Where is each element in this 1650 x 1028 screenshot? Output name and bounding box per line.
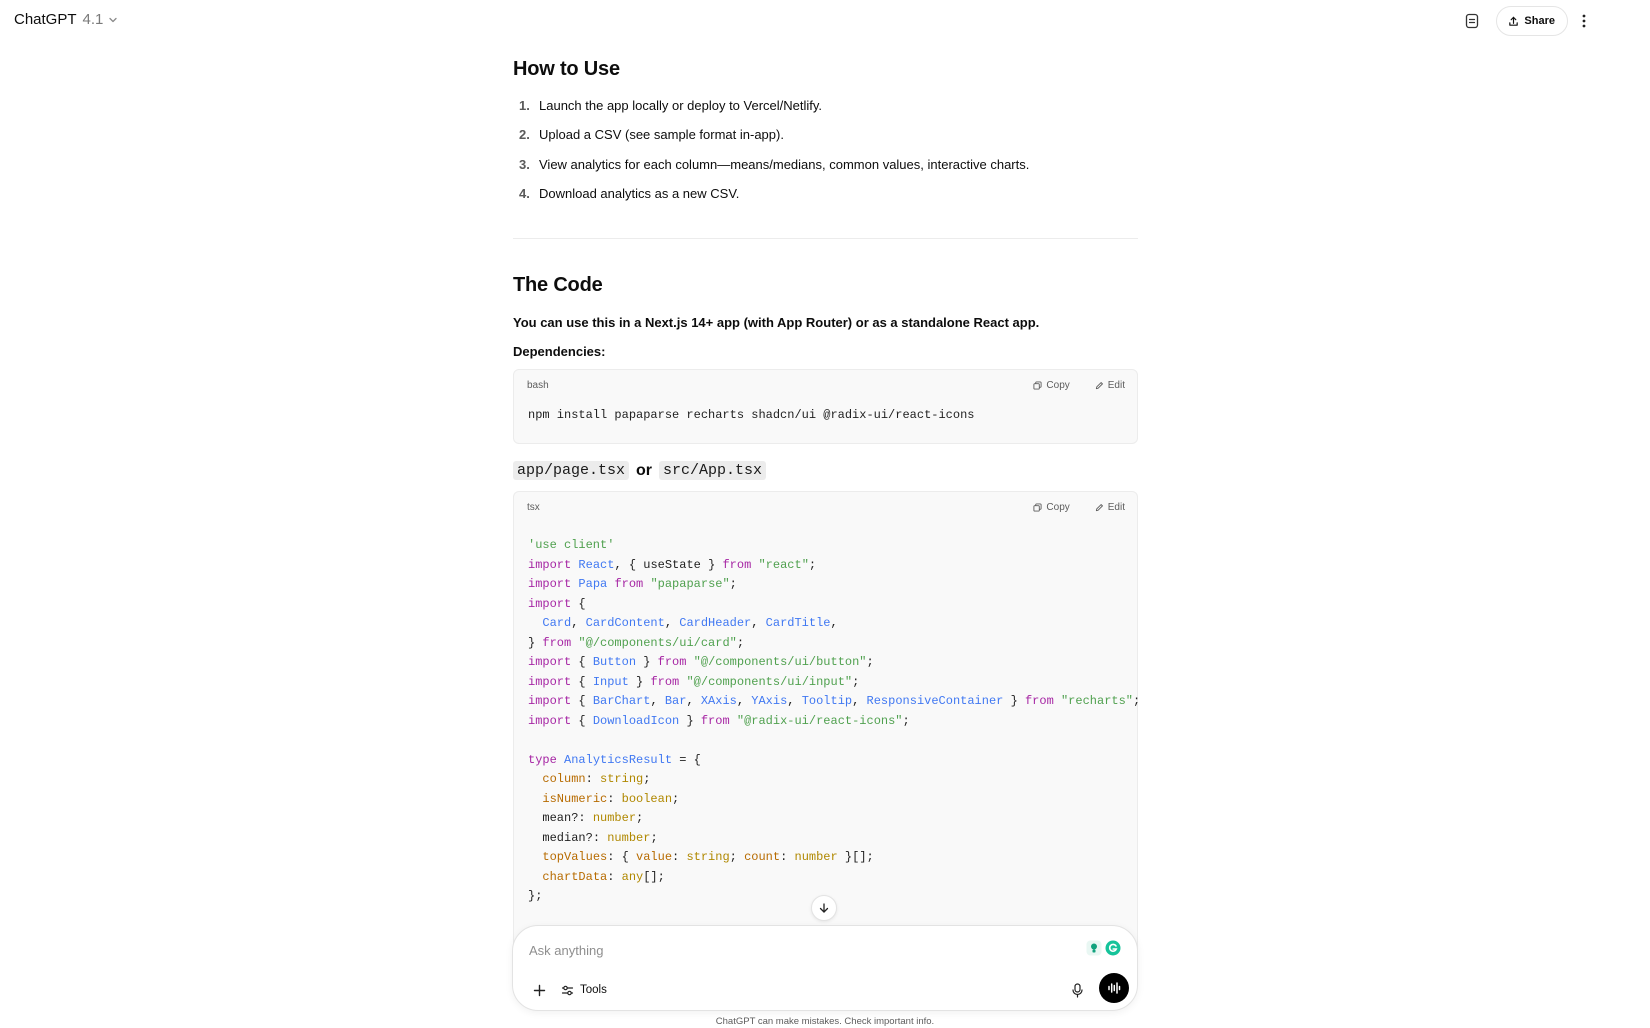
step-number: 4.	[519, 185, 530, 201]
lightbulb-extension-icon[interactable]	[1086, 940, 1102, 956]
share-label: Share	[1524, 15, 1555, 27]
voice-mode-button[interactable]	[1099, 973, 1129, 1003]
dictate-button[interactable]	[1065, 978, 1089, 1002]
model-picker[interactable]	[14, 11, 118, 28]
or-label: or	[636, 461, 653, 479]
copy-code-button[interactable]	[1033, 502, 1069, 513]
code-line: 'use client'	[528, 538, 615, 552]
grammarly-icon[interactable]	[1105, 940, 1121, 956]
step-text: Download analytics as a new CSV.	[539, 185, 740, 201]
arrow-down-icon	[818, 902, 830, 914]
message-composer	[512, 925, 1138, 1011]
step-text: Upload a CSV (see sample format in-app).	[539, 127, 784, 143]
code-block-bash	[513, 369, 1138, 444]
share-upload-icon	[1508, 16, 1519, 27]
prompt-input[interactable]	[529, 939, 1049, 961]
edit-icon	[1095, 503, 1104, 512]
microphone-icon	[1071, 983, 1084, 998]
chevron-down-icon	[108, 15, 118, 25]
plus-icon	[533, 984, 546, 997]
code-line: isNumeric: boolean;	[542, 791, 680, 806]
code-language-label: tsx	[527, 501, 540, 513]
top-right-actions	[1458, 6, 1600, 36]
add-attachment-button[interactable]	[527, 978, 551, 1002]
model-version: 4.1	[82, 11, 104, 28]
code-line: Card, CardContent, CardHeader, CardTitle,	[542, 616, 838, 630]
copy-code-button[interactable]	[1033, 380, 1069, 391]
code-line: topValues: { value: string; count: number }[];	[542, 850, 874, 864]
copy-label: Copy	[1046, 501, 1070, 513]
copy-label: Copy	[1046, 379, 1070, 391]
code-line: import Papa from "papaparse";	[528, 577, 737, 591]
code-line: import { DownloadIcon } from "@radix-ui/react-icons";	[528, 713, 910, 728]
edit-code-button[interactable]	[1095, 502, 1125, 513]
step-text: View analytics for each column—means/medians, common values, interactive charts.	[539, 156, 1030, 172]
code-line: import { Button } from "@/components/ui/button";	[528, 655, 874, 669]
edit-label: Edit	[1107, 379, 1125, 391]
edit-icon	[1095, 381, 1104, 390]
tools-button[interactable]	[557, 978, 611, 1002]
code-line: chartData: any[];	[542, 869, 665, 884]
inline-code-file: src/App.tsx	[659, 461, 766, 480]
list-item	[513, 99, 1029, 128]
code-line: import React, { useState } from "react";	[528, 557, 817, 572]
tools-label: Tools	[580, 984, 607, 996]
disclaimer-text: ChatGPT can make mistakes. Check important info.	[715, 1016, 935, 1027]
section-heading-the-code: The Code	[513, 274, 603, 296]
code-line: median?: number;	[542, 830, 658, 845]
code-line: npm install papaparse recharts shadcn/ui @radix-ui/react-icons	[528, 408, 975, 422]
section-heading-how-to-use: How to Use	[513, 58, 620, 80]
code-line: mean?: number;	[542, 811, 644, 825]
list-item	[513, 158, 1029, 187]
code-line: } from "@/components/ui/card";	[528, 635, 745, 650]
extension-icons	[1086, 940, 1121, 956]
code-intro-text: You can use this in a Next.js 14+ app (with App Router) or as a standalone React app.	[513, 315, 1040, 330]
more-options-button[interactable]	[1572, 7, 1596, 35]
copy-icon	[1033, 503, 1042, 512]
sliders-icon	[561, 984, 574, 997]
code-line: import {	[528, 596, 586, 611]
document-icon	[1464, 13, 1480, 29]
more-vertical-icon	[1582, 13, 1586, 29]
step-number: 2.	[519, 127, 530, 143]
step-number: 3.	[519, 156, 530, 172]
code-line: type AnalyticsResult = {	[528, 752, 701, 767]
canvas-doc-button[interactable]	[1458, 7, 1486, 35]
code-block-actions	[1033, 380, 1125, 391]
code-block-header	[514, 370, 1137, 400]
list-item	[513, 128, 1029, 157]
code-line	[528, 731, 1123, 751]
copy-icon	[1033, 381, 1042, 390]
edit-label: Edit	[1107, 501, 1125, 513]
code-body	[514, 522, 1141, 907]
section-divider	[513, 238, 1138, 239]
step-text: Launch the app locally or deploy to Vercel/Netlify.	[539, 98, 823, 113]
top-bar	[0, 0, 1600, 42]
how-to-use-steps	[513, 99, 1029, 216]
code-line: column: string;	[542, 772, 651, 786]
list-item	[513, 187, 1029, 216]
code-language-label: bash	[527, 379, 549, 391]
code-line: };	[528, 889, 543, 903]
share-button[interactable]	[1496, 6, 1568, 36]
inline-code-file: app/page.tsx	[513, 461, 629, 480]
voice-waveform-icon	[1107, 981, 1121, 995]
file-path-heading	[513, 461, 766, 480]
dependencies-label: Dependencies:	[513, 344, 606, 359]
code-line: import { Input } from "@/components/ui/input";	[528, 674, 860, 689]
step-number: 1.	[519, 98, 530, 113]
scroll-to-bottom-button[interactable]	[811, 895, 837, 921]
edit-code-button[interactable]	[1095, 380, 1125, 391]
model-name: ChatGPT	[14, 11, 77, 28]
code-block-actions	[1033, 502, 1125, 513]
code-block-tsx	[513, 491, 1141, 961]
code-line: import { BarChart, Bar, XAxis, YAxis, Tooltip, ResponsiveContainer } from "recharts";	[528, 694, 1141, 708]
code-block-header	[514, 492, 1137, 522]
